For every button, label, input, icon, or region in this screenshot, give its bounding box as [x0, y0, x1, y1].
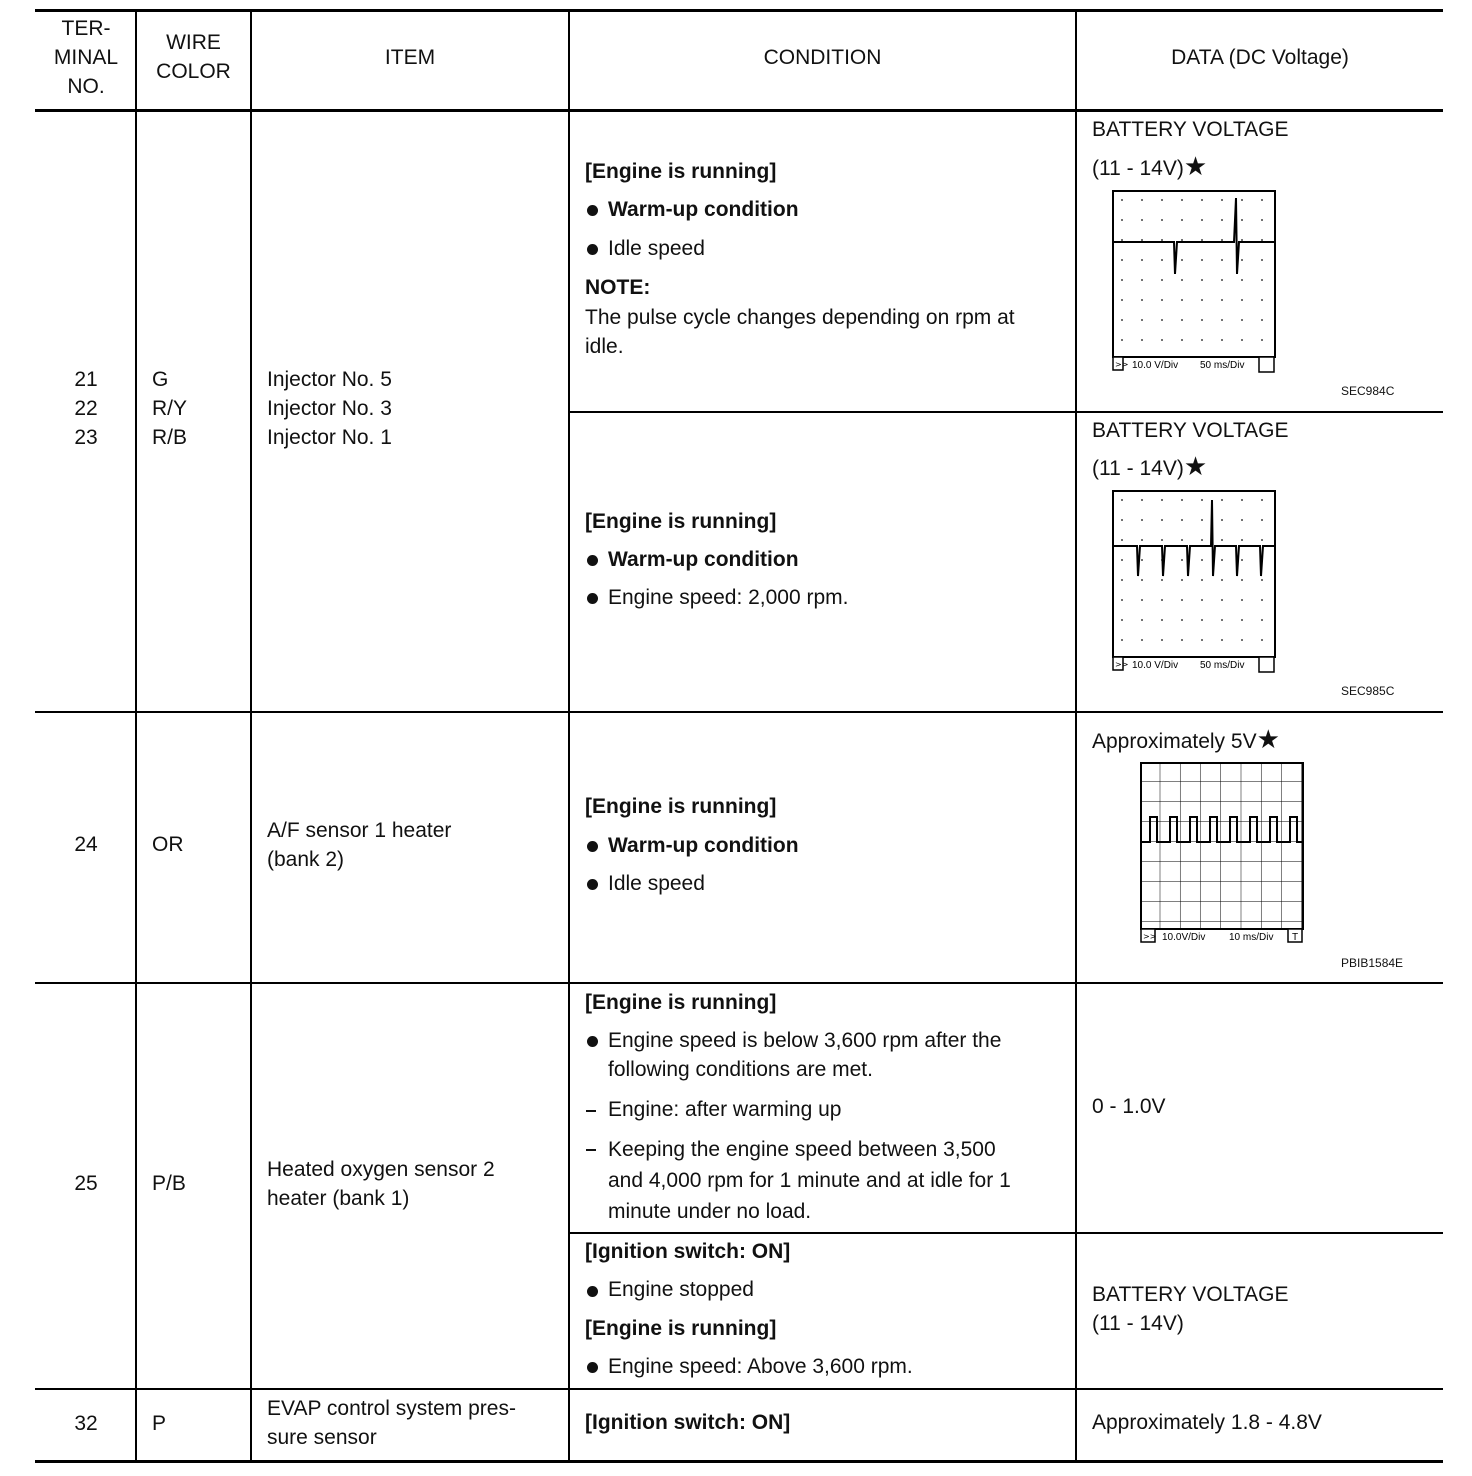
condition-heading: [Ignition switch: ON] [585, 1240, 791, 1263]
svg-text:>>: >> [1115, 360, 1129, 369]
condition-heading: [Engine is running] [585, 160, 777, 183]
dash-icon [586, 1149, 596, 1151]
bullet-icon [587, 841, 598, 852]
bullet-icon [587, 879, 598, 890]
data-value: (11 - 14V)★ [1092, 451, 1208, 481]
data-value: Approximately 1.8 - 4.8V [1092, 1411, 1322, 1434]
condition-item: Keeping the engine speed between 3,500 and 4,000 rpm for 1 minute and at idle for 1 minute under no load. [608, 1138, 1011, 1223]
figure-code: SEC984C [1341, 384, 1395, 398]
row-divider [35, 982, 1443, 984]
item-name: A/F sensor 1 heater (bank 2) [267, 819, 452, 871]
star-icon: ★ [1256, 724, 1280, 754]
item-name: EVAP control system pres- sure sensor [267, 1397, 516, 1449]
bullet-icon [587, 244, 598, 255]
scope-scale-right: 10 ms/Div [1229, 932, 1274, 943]
condition-item: Engine speed is below 3,600 rpm after the following conditions are met. [608, 1029, 1002, 1081]
bullet-icon [587, 593, 598, 604]
oscilloscope-waveform [1140, 762, 1308, 946]
svg-text:>>: >> [1115, 660, 1129, 669]
header-wire-color: WIRE COLOR [156, 31, 231, 83]
scope-scale-right: 50 ms/Div [1200, 660, 1245, 671]
bullet-icon [587, 1286, 598, 1297]
bullet-icon [587, 555, 598, 566]
terminal-number: 32 [74, 1412, 98, 1435]
scope-scale-left: 10.0 V/Div [1132, 360, 1179, 371]
figure-code: PBIB1584E [1341, 956, 1404, 970]
wire-color: P [152, 1412, 167, 1435]
condition-item: Warm-up condition [608, 834, 799, 857]
wire-colors: G R/Y R/B [152, 368, 188, 449]
header-terminal-no: TER- MINAL NO. [53, 17, 119, 98]
column-divider [1075, 9, 1077, 1462]
star-icon: ★ [1183, 151, 1208, 181]
condition-item: Engine speed: 2,000 rpm. [608, 586, 849, 609]
header-bottom-rule [35, 109, 1443, 112]
condition-item: Engine speed: Above 3,600 rpm. [608, 1355, 913, 1378]
header-item: ITEM [384, 46, 436, 69]
note-text: The pulse cycle changes depending on rpm at idle. [585, 306, 1015, 358]
column-divider [135, 9, 137, 1462]
data-value: BATTERY VOLTAGE [1092, 419, 1289, 442]
bullet-icon [587, 205, 598, 216]
condition-item: Idle speed [608, 872, 705, 895]
scope-scale-left: 10.0V/Div [1162, 932, 1206, 943]
star-icon: ★ [1183, 451, 1208, 481]
condition-item: Warm-up condition [608, 198, 799, 221]
data-value: BATTERY VOLTAGE [1092, 118, 1289, 141]
condition-heading: [Engine is running] [585, 991, 777, 1014]
wire-color: P/B [152, 1172, 186, 1195]
row-divider [35, 1388, 1443, 1390]
data-value: (11 - 14V)★ [1092, 151, 1208, 181]
condition-heading: [Engine is running] [585, 795, 777, 818]
figure-code: SEC985C [1341, 684, 1395, 698]
scope-scale-right: 50 ms/Div [1200, 360, 1245, 371]
table-bottom-rule [35, 1460, 1443, 1463]
header-condition: CONDITION [763, 46, 882, 69]
scope-trigger-label: T [1292, 932, 1299, 943]
svg-text:>>: >> [1143, 932, 1157, 941]
data-value: 0 - 1.0V [1092, 1095, 1166, 1118]
condition-heading: [Engine is running] [585, 510, 777, 533]
dash-icon [586, 1110, 596, 1112]
item-names: Injector No. 5 Injector No. 3 Injector No. 1 [267, 368, 392, 449]
row-divider [570, 411, 1443, 413]
terminal-number: 25 [74, 1172, 98, 1195]
header-data: DATA (DC Voltage) [1171, 46, 1349, 69]
column-divider [568, 9, 570, 1462]
oscilloscope-waveform [1112, 190, 1278, 374]
oscilloscope-waveform [1112, 490, 1278, 674]
row-divider [35, 711, 1443, 713]
condition-item: Warm-up condition [608, 548, 799, 571]
note-label: NOTE: [585, 276, 651, 299]
condition-heading: [Ignition switch: ON] [585, 1411, 791, 1434]
row-divider [570, 1232, 1443, 1234]
bullet-icon [587, 1036, 598, 1047]
terminal-number: 24 [74, 833, 98, 856]
data-value: Approximately 5V★ [1092, 724, 1280, 754]
condition-item: Engine stopped [608, 1278, 754, 1301]
condition-item: Idle speed [608, 237, 705, 260]
table-top-rule [35, 9, 1443, 12]
wire-color: OR [152, 833, 184, 856]
column-divider [250, 9, 252, 1462]
condition-heading: [Engine is running] [585, 1317, 777, 1340]
data-value: BATTERY VOLTAGE (11 - 14V) [1092, 1283, 1289, 1335]
item-name: Heated oxygen sensor 2 heater (bank 1) [267, 1158, 495, 1210]
terminal-numbers: 21 22 23 [74, 368, 98, 449]
condition-item: Engine: after warming up [608, 1098, 842, 1121]
scope-scale-left: 10.0 V/Div [1132, 660, 1179, 671]
bullet-icon [587, 1362, 598, 1373]
